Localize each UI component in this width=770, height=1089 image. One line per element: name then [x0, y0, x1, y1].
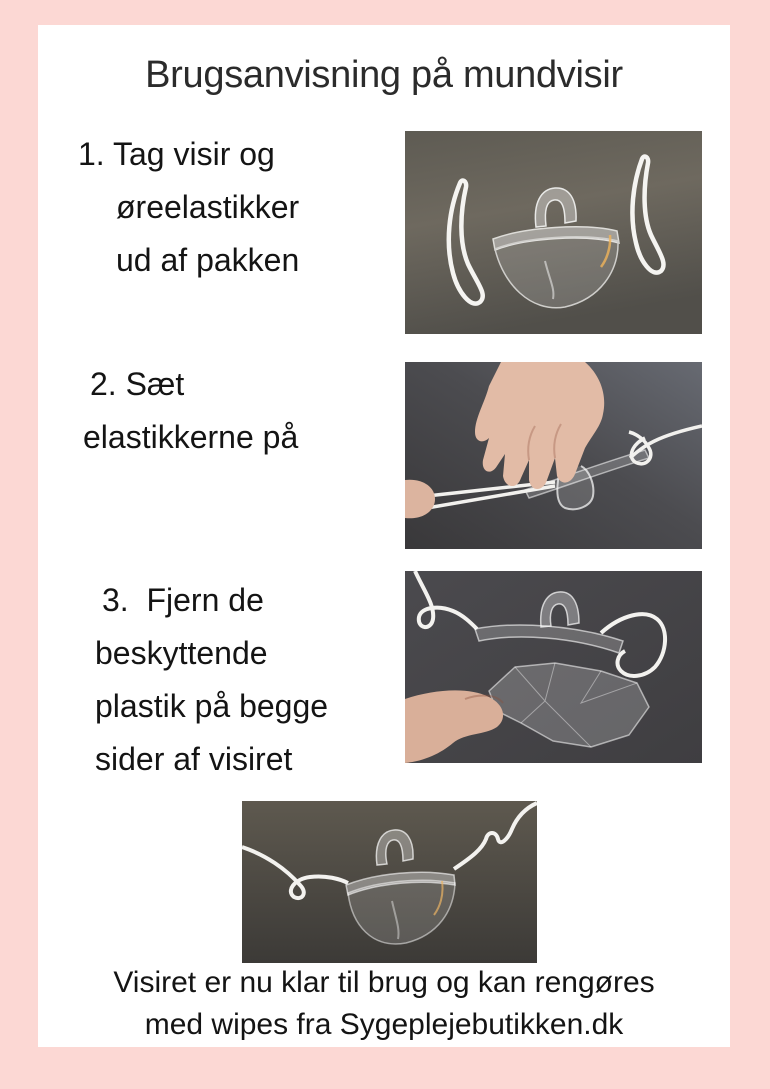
step-3-line: plastik på begge	[95, 688, 329, 724]
step-2-text	[83, 358, 298, 464]
step-1-line: 1. Tag visir og	[78, 136, 275, 172]
page-title: Brugsanvisning på mundvisir	[145, 54, 623, 96]
step-1-line: øreelastikker	[116, 189, 300, 225]
peeling-protective-film-photo	[405, 571, 702, 763]
step-2-line: elastikkerne på	[83, 419, 299, 455]
step-1-line: ud af pakken	[116, 242, 300, 278]
step-3-line: 3. Fjern de	[102, 582, 264, 618]
footer-line: Visiret er nu klar til brug og kan rengøres	[113, 966, 655, 999]
attaching-elastics-photo	[405, 362, 702, 549]
step-2-line: 2. Sæt	[90, 366, 185, 402]
visor-and-ear-elastics-photo	[405, 131, 702, 334]
finished-visor-photo	[242, 801, 537, 963]
step-3-line: beskyttende	[95, 635, 268, 671]
step-1-text	[78, 128, 299, 287]
step-3-line: sider af visiret	[95, 741, 293, 777]
footer-text	[38, 962, 730, 1046]
step-3-text	[95, 574, 328, 786]
footer-line: med wipes fra Sygeplejebutikken.dk	[144, 1008, 624, 1041]
